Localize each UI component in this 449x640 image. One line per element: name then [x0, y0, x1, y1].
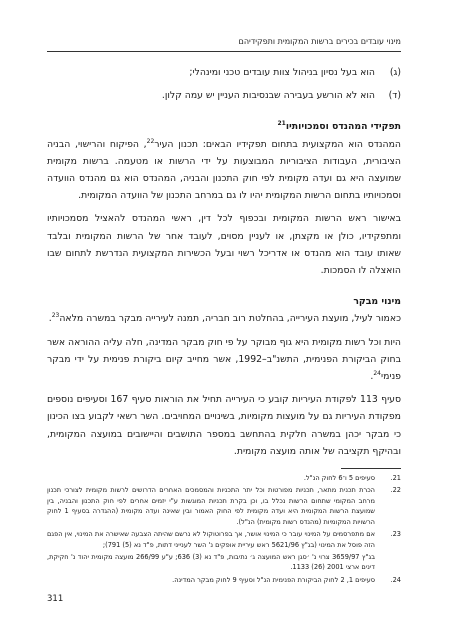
footnote-number: 21.	[390, 474, 401, 483]
header-rule	[47, 51, 401, 52]
footnote-ref: 23	[51, 312, 60, 320]
list-item-text: הוא בעל נסיון בניהול צוות עובדים טכני ומינהלי;	[189, 67, 375, 78]
footnote-ref: 21	[277, 120, 286, 128]
footnote-text: הכרת תכנית מתאר, תכניות מפורטות וכל יתר התכניות והמסמכים האחרים הדרושים לרשות מקומית לצורכי תכנון מרחב המקומי שתחום הרשות נכלל בו, וכן בקרת תכניות המוגשות ע"י יזמים אחרים לפי חוק התכנון והבניה, בין שמועצת הרשות המקומית היא ועדה מקומית לפי החוק האמור ובין שאינה ועדה מקומית (ההגדרה בסעיף 1 לחוק הרשויות המקומיות (מהנדס רשות מקומית) הנ"ל).	[47, 486, 375, 526]
paragraph	[47, 136, 401, 205]
section-title-text: תפקידי המהנדס וסמכויותיו	[285, 121, 401, 133]
paragraph	[47, 310, 401, 327]
footnote	[47, 529, 401, 550]
footnote-number: 24.	[390, 575, 401, 584]
footnote	[47, 473, 401, 483]
paragraph-text: המהנדס הוא המקצועית בתחום תפקידיו הבאים: תכנון העיר	[154, 138, 401, 150]
page-number: 311	[47, 594, 64, 604]
list-item-label: (ד)	[388, 90, 401, 102]
paragraph-text: כאמור לעיל, מועצת העירייה, בהחלטת רוב חבריה, תמנה לעירייה מבקר במשרה מלאה	[59, 313, 401, 325]
footnote-number: 23.	[390, 530, 401, 539]
list-item	[47, 64, 401, 81]
footnote-ref: 22	[146, 137, 155, 145]
list-item	[47, 87, 401, 104]
footnote-text: בג"ץ 3659/97 צרוי נ' ׳סגן ראש המועצה ג׳ נתיבות, פ"ד נא (3) 636; ע"ע 266/99 מועצה מקומית יהוד נ' חקיקת, דינים ארצי 2001 (26) 1133.	[47, 552, 376, 572]
footnote-text: סעיפים 1, 2 לחוק הביקורת הפנימית הנ"ל וסעיף 9 לחוק מבקר המדינה.	[172, 575, 375, 584]
paragraph-text: , הפיקוח והרישוי, הבניה הציבורית, העבודות הציבוריות המבוצעות על ידי הרשות או מטעמה. ברשות מקומית שמועצה היא גם ועדה מקומית לפי חוק התכנון והבניה, המהנדס הוא גם מהנדס הוועדה וסמכויותיו בתחום הרשות המקומית יהיו לו גם במרחב התכנון של הוועדה המקומית.	[47, 138, 401, 202]
running-head: מינוי עובדים בכירים ברשות המקומית ותפקידיהם	[238, 37, 401, 46]
paragraph: באישור ראש הרשות המקומית ובכפוף לכל דין, ראשי המהנדס להאציל מסמכויותיו ומתפקידיו, כולן או מקצתן, או לעניין מסוים, לעובד אחר של הרשות המקומית ובלבד שאותו עובד הוא מהנדס או אדריכל רשוי ובעל הכשירות המקצועית הנדרשת לתחום שבו הואצלה לו הסמכות.	[47, 213, 401, 277]
footnote	[47, 575, 401, 585]
list-item-label: (ג)	[389, 67, 401, 78]
footnote-number	[375, 552, 401, 573]
footnote-text: אם מתפרסמים על המינוי עובר כי המינוי אושר, אך בפרוטוקול לא נרשם שהיתה הצבעה שאישרה את המינוי, אין הפגם הזה פוסל את המינוי (בג"ץ 5621/96 ראש עיריית אופקים נ' השר לענייני דתות, פ"ד נא (5) 791);	[47, 530, 375, 549]
footnote-separator	[341, 468, 401, 469]
section-title-auditor: מינוי מבקר	[353, 296, 401, 308]
section-title-engineer-duties	[47, 118, 401, 135]
footnote-text: סעיפים 5 ו־6 לחוק הנ"ל.	[303, 474, 375, 483]
main-content	[47, 64, 401, 587]
paragraph	[47, 334, 401, 386]
paragraph-text: .	[48, 313, 52, 325]
footnotes	[47, 473, 401, 585]
footnote-number: 22.	[390, 486, 401, 495]
list-item-text: הוא לא הורשע בעבירה שבנסיבות העניין יש עמה קלון.	[161, 90, 375, 102]
paragraph-text: היות וכל רשות מקומית היא גוף מבוקר על פי חוק מבקר המדינה, חלה עליה ההוראה אשר בחוק הביקורת הפנימית, התשנ"ב–1992, אשר מחייב קיום ביקורת פנימית על ידי מבקר פנימי	[47, 336, 401, 383]
footnote	[47, 485, 401, 527]
footnote	[47, 552, 401, 573]
paragraph: סעיף 113 לפקודת העיריות קובע כי העירייה תחיל את הוראות סעיף 167 וסעיפים נוספים מפקודת העיריות גם על מועצות מקומיות, בשינויים המחויבים. השר רשאי לקבוע בצו הכינון כי מבקר יכהן במשרה חלקית בהתחשב במספר התושבים והיישובים במועצה המקומית, ובהיקף תקציבה של אותה מועצה מקומית.	[47, 394, 401, 457]
paragraph-text: .	[370, 371, 374, 383]
footnote-ref: 24	[373, 369, 381, 377]
